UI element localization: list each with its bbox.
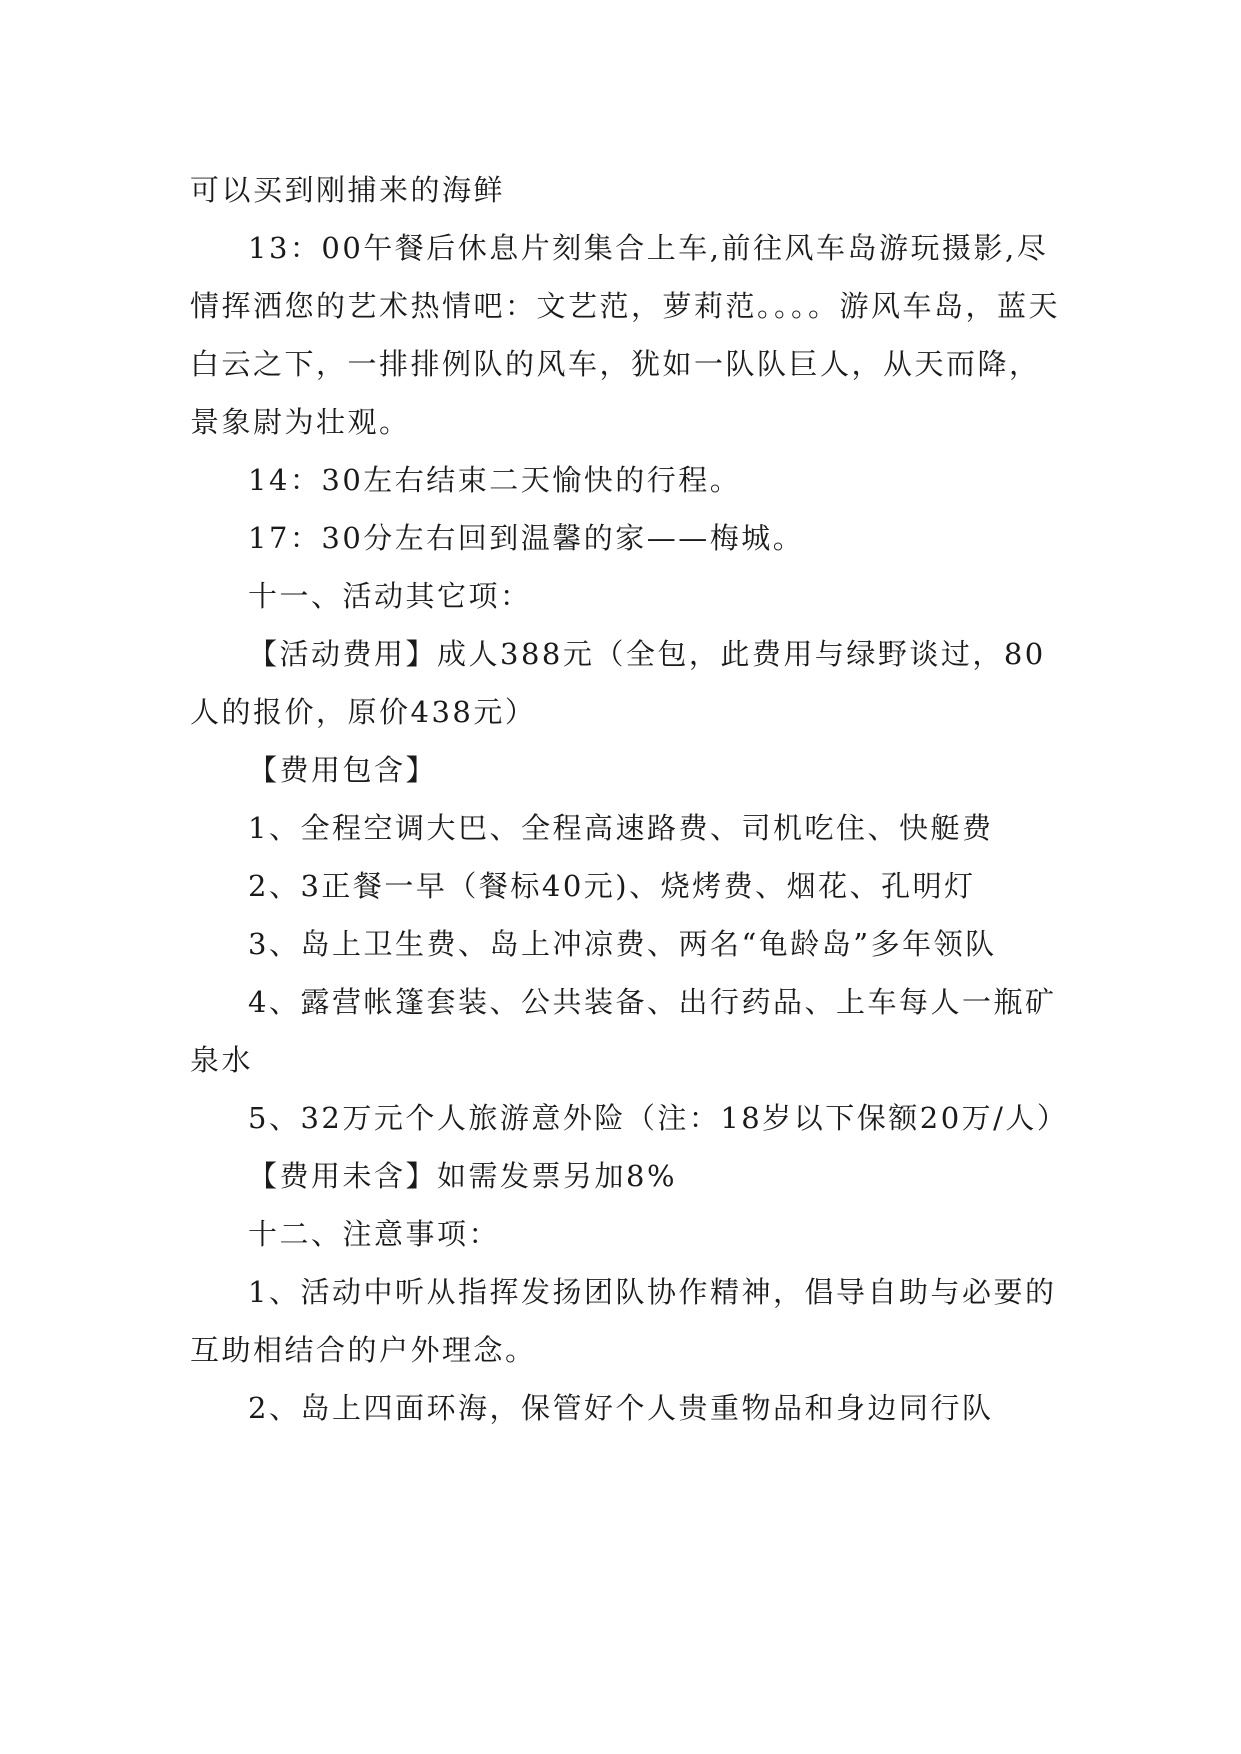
- paragraph-windmill-island: 13：00午餐后休息片刻集合上车,前往风车岛游玩摄影,尽情挥洒您的艺术热情吧：文艺范，萝莉范。。。。游风车岛，蓝天白云之下，一排排例队的风车，犹如一队队巨人，从天而降，景象尉为壮观。: [190, 231, 1061, 439]
- list-item-note-2: 2、岛上四面环海，保管好个人贵重物品和身边同行队: [248, 1391, 994, 1425]
- paragraph-return-home: 17：30分左右回到温馨的家——梅城。: [248, 521, 805, 555]
- section-heading-notes: 十二、注意事项：: [248, 1217, 501, 1251]
- document-body: [190, 161, 1069, 1437]
- paragraph-fee-excludes: 【费用未含】如需发票另加8%: [248, 1159, 678, 1193]
- list-item-included-2: 2、3正餐一早（餐标40元)、烧烤费、烟花、孔明灯: [248, 869, 976, 903]
- paragraph-activity-fee: 【活动费用】成人388元（全包，此费用与绿野谈过，80人的报价，原价438元）: [190, 637, 1046, 729]
- list-item-included-5: 5、32万元个人旅游意外险（注：18岁以下保额20万/人）: [248, 1101, 1069, 1135]
- list-item-note-1: 1、活动中听从指挥发扬团队协作精神，倡导自助与必要的互助相结合的户外理念。: [190, 1275, 1057, 1367]
- paragraph-trip-end: 14：30左右结束二天愉快的行程。: [248, 463, 742, 497]
- paragraph-seafood: 可以买到刚捕来的海鲜: [190, 173, 506, 207]
- paragraph-fee-includes-heading: 【费用包含】: [248, 753, 438, 787]
- list-item-included-3: 3、岛上卫生费、岛上冲凉费、两名“龟龄岛”多年领队: [248, 927, 997, 961]
- list-item-included-4: 4、露营帐篷套装、公共装备、出行药品、上车每人一瓶矿泉水: [190, 985, 1057, 1077]
- list-item-included-1: 1、全程空调大巴、全程高速路费、司机吃住、快艇费: [248, 811, 994, 845]
- section-heading-other-items: 十一、活动其它项：: [248, 579, 532, 613]
